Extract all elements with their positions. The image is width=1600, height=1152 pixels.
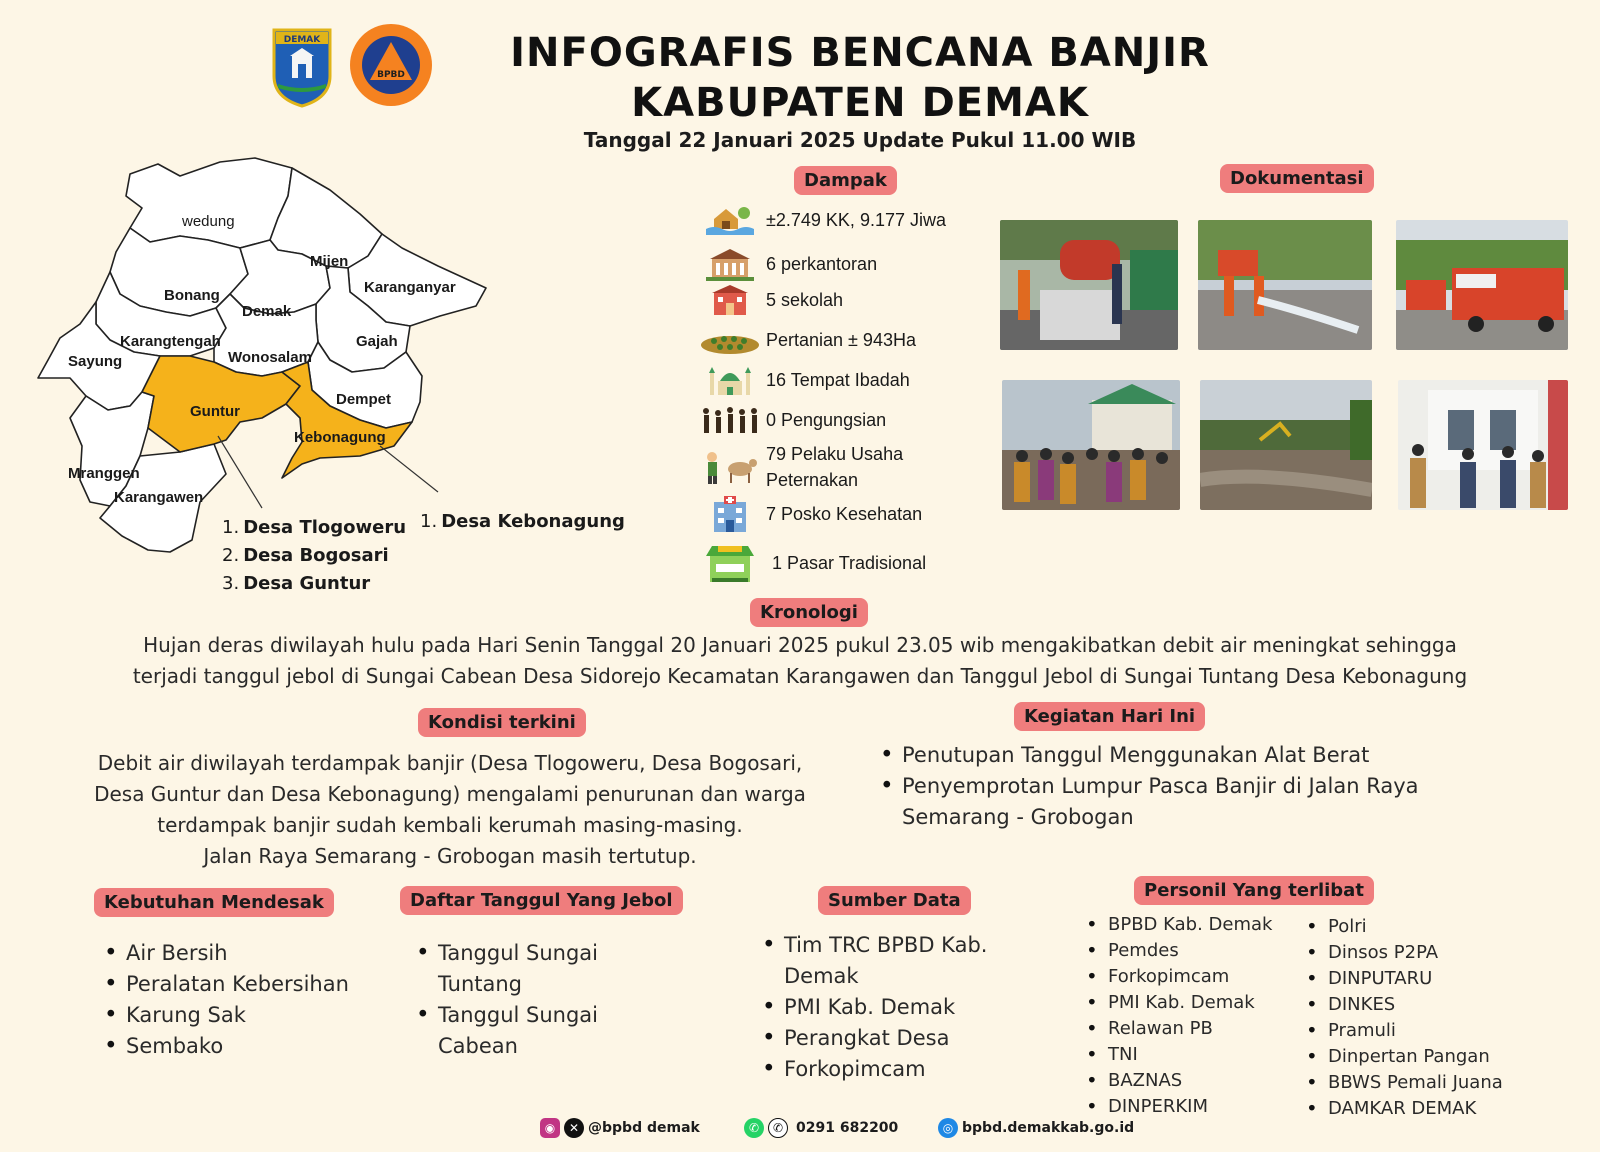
region-label: Dempet: [336, 391, 392, 408]
kronologi-line: terjadi tanggul jebol di Sungai Cabean Desa Sidorejo Kecamatan Karangawen dan Tanggul Jebol di Sungai Tuntang Desa Kebonagung: [132, 664, 1468, 688]
personil-label: Personil Yang terlibat: [1134, 876, 1374, 905]
demak-regency-logo: [270, 26, 334, 108]
personil-item: • BPBD Kab. Demak: [1084, 912, 1294, 938]
region-label: Sayung: [68, 353, 123, 370]
region-label: Wonosalam: [228, 349, 312, 366]
kebutuhan-list: [102, 938, 402, 1062]
kronologi-label: Kronologi: [750, 598, 868, 627]
dokumentasi-label: Dokumentasi: [1220, 164, 1374, 193]
region-wedung: [126, 158, 292, 248]
footer-social[interactable]: [540, 1118, 700, 1138]
impact-text: 16 Tempat Ibadah: [766, 370, 910, 390]
documentation-photo: [1000, 220, 1178, 350]
kondisi-label: Kondisi terkini: [418, 708, 586, 737]
personil-item: • TNI: [1084, 1042, 1294, 1068]
impact-text: Pertanian ± 943Ha: [766, 330, 916, 350]
region-label: Karangtengah: [120, 333, 221, 350]
phone-icon: ✆: [768, 1118, 788, 1138]
instagram-icon: ◉: [540, 1118, 560, 1138]
kebonagung-desa-list: [420, 508, 630, 536]
impact-item: [700, 200, 990, 240]
region-label: Gajah: [356, 333, 398, 350]
personil-item: • DINPUTARU: [1304, 966, 1534, 992]
impact-item: [700, 492, 990, 536]
dampak-label: Dampak: [794, 166, 897, 195]
documentation-photo: [1200, 380, 1372, 510]
sumber-item: • PMI Kab. Demak: [760, 992, 1010, 1023]
impact-text: 79 Pelaku Usaha Peternakan: [766, 444, 904, 490]
sumber-item: • Forkopimcam: [760, 1054, 1010, 1085]
personil-item: • Forkopimcam: [1084, 964, 1294, 990]
footer-phone-number: 0291 682200: [796, 1120, 899, 1136]
impact-item: [700, 440, 990, 494]
region-label: Bonang: [164, 287, 220, 304]
impact-text: 0 Pengungsian: [766, 410, 887, 430]
footer-website[interactable]: [938, 1118, 1134, 1138]
personil-item: • PMI Kab. Demak: [1084, 990, 1294, 1016]
personil-item: • DINKES: [1304, 992, 1534, 1018]
documentation-photo: [1198, 220, 1372, 350]
globe-icon: ◎: [938, 1118, 958, 1138]
impact-text: 7 Posko Kesehatan: [766, 504, 923, 524]
region-label: Kebonagung: [294, 429, 386, 446]
desa-item: 1. Desa Kebonagung: [420, 511, 625, 532]
school-icon: [700, 282, 760, 318]
impact-item: [700, 400, 990, 440]
impact-text: 5 sekolah: [766, 290, 844, 310]
kronologi-text: [40, 630, 1560, 692]
personil-item: • Dinpertan Pangan: [1304, 1044, 1534, 1070]
sumber-item: • Tim TRC BPBD Kab. Demak: [760, 930, 1010, 992]
kondisi-line: Desa Guntur dan Desa Kebonagung) mengalami penurunan dan warga: [94, 782, 806, 806]
tanggul-item: • Tanggul Sungai Cabean: [414, 1000, 614, 1062]
page-title-line2: KABUPATEN DEMAK: [631, 80, 1089, 126]
region-label: Mijen: [310, 253, 349, 270]
whatsapp-icon: ✆: [744, 1118, 764, 1138]
kegiatan-item: • Penutupan Tanggul Menggunakan Alat Berat: [878, 740, 1498, 771]
kebutuhan-item: • Peralatan Kebersihan: [102, 969, 402, 1000]
personil-item: • Polri: [1304, 914, 1534, 940]
kondisi-text: [40, 748, 860, 872]
personil-item: • DINPERKIM: [1084, 1094, 1294, 1120]
region-label: wedung: [182, 213, 235, 230]
documentation-photo: [1396, 220, 1568, 350]
desa-item: 1. Desa Tlogoweru: [222, 517, 407, 538]
kebutuhan-item: • Sembako: [102, 1031, 402, 1062]
kegiatan-list: [878, 740, 1498, 833]
market-stall-icon: [700, 545, 760, 581]
house-flood-icon: [700, 202, 760, 238]
kebutuhan-label: Kebutuhan Mendesak: [94, 888, 334, 917]
guntur-desa-list: [222, 514, 422, 598]
page-subtitle: Tanggal 22 Januari 2025 Update Pukul 11.00 WIB: [583, 128, 1137, 152]
footer-website-url: bpbd.demakkab.go.id: [962, 1120, 1135, 1136]
refugees-icon: [700, 402, 760, 438]
impact-text: 1 Pasar Tradisional: [772, 553, 927, 573]
kondisi-line: Debit air diwilayah terdampak banjir (Desa Tlogoweru, Desa Bogosari,: [97, 751, 803, 775]
tanggul-item: • Tanggul Sungai Tuntang: [414, 938, 614, 1000]
personil-item: • Pemdes: [1084, 938, 1294, 964]
personil-list-col1: [1084, 912, 1294, 1120]
region-label: Demak: [242, 303, 292, 320]
impact-item: [700, 280, 990, 320]
kebutuhan-item: • Air Bersih: [102, 938, 402, 969]
personil-item: • BBWS Pemali Juana: [1304, 1070, 1534, 1096]
documentation-photo: [1002, 380, 1180, 510]
x-icon: ✕: [564, 1118, 584, 1138]
sumber-list: [760, 930, 1010, 1085]
page-title-line1: INFOGRAFIS BENCANA BANJIR: [510, 30, 1210, 76]
hospital-icon: [700, 496, 760, 532]
logo-bpbd-text: BPBD: [377, 70, 405, 80]
mosque-icon: [700, 362, 760, 398]
kebutuhan-item: • Karung Sak: [102, 1000, 402, 1031]
personil-item: • BAZNAS: [1084, 1068, 1294, 1094]
kondisi-line: terdampak banjir sudah kembali kerumah masing-masing.: [157, 813, 743, 837]
region-label: Guntur: [190, 403, 240, 420]
tanggul-list: [414, 938, 614, 1062]
personil-list-col2: [1304, 914, 1534, 1122]
desa-item: 2. Desa Bogosari: [222, 545, 389, 566]
personil-item: • Pramuli: [1304, 1018, 1534, 1044]
desa-item: 3. Desa Guntur: [222, 573, 371, 594]
documentation-photo: [1398, 380, 1568, 510]
kondisi-line: Jalan Raya Semarang - Grobogan masih tertutup.: [203, 844, 697, 868]
impact-text: ±2.749 KK, 9.177 Jiwa: [766, 210, 946, 230]
logo-demak-text: DEMAK: [283, 35, 321, 45]
office-building-icon: [700, 246, 760, 282]
sumber-label: Sumber Data: [818, 886, 971, 915]
personil-item: • DAMKAR DEMAK: [1304, 1096, 1534, 1122]
region-label: Mranggen: [68, 465, 140, 482]
impact-item: [700, 360, 990, 400]
sumber-item: • Perangkat Desa: [760, 1023, 1010, 1054]
impact-item: [700, 320, 990, 360]
impact-text: 6 perkantoran: [766, 254, 878, 274]
personil-item: • Relawan PB: [1084, 1016, 1294, 1042]
footer-phone[interactable]: [744, 1118, 898, 1138]
region-label: Karanganyar: [364, 279, 456, 296]
impact-item: [700, 540, 990, 586]
impact-item: [700, 244, 990, 284]
farm-field-icon: [700, 322, 760, 358]
footer-social-handle: @bpbd demak: [588, 1120, 700, 1136]
tanggul-label: Daftar Tanggul Yang Jebol: [400, 886, 683, 915]
kegiatan-label: Kegiatan Hari Ini: [1014, 702, 1205, 731]
kegiatan-item: • Penyemprotan Lumpur Pasca Banjir di Jalan Raya Semarang - Grobogan: [878, 771, 1498, 833]
livestock-farmer-icon: [700, 449, 760, 485]
kronologi-line: Hujan deras diwilayah hulu pada Hari Senin Tanggal 20 Januari 2025 pukul 23.05 wib mengakibatkan debit air meningkat sehingga: [143, 633, 1457, 657]
personil-item: • Dinsos P2PA: [1304, 940, 1534, 966]
region-label: Karangawen: [114, 489, 204, 506]
